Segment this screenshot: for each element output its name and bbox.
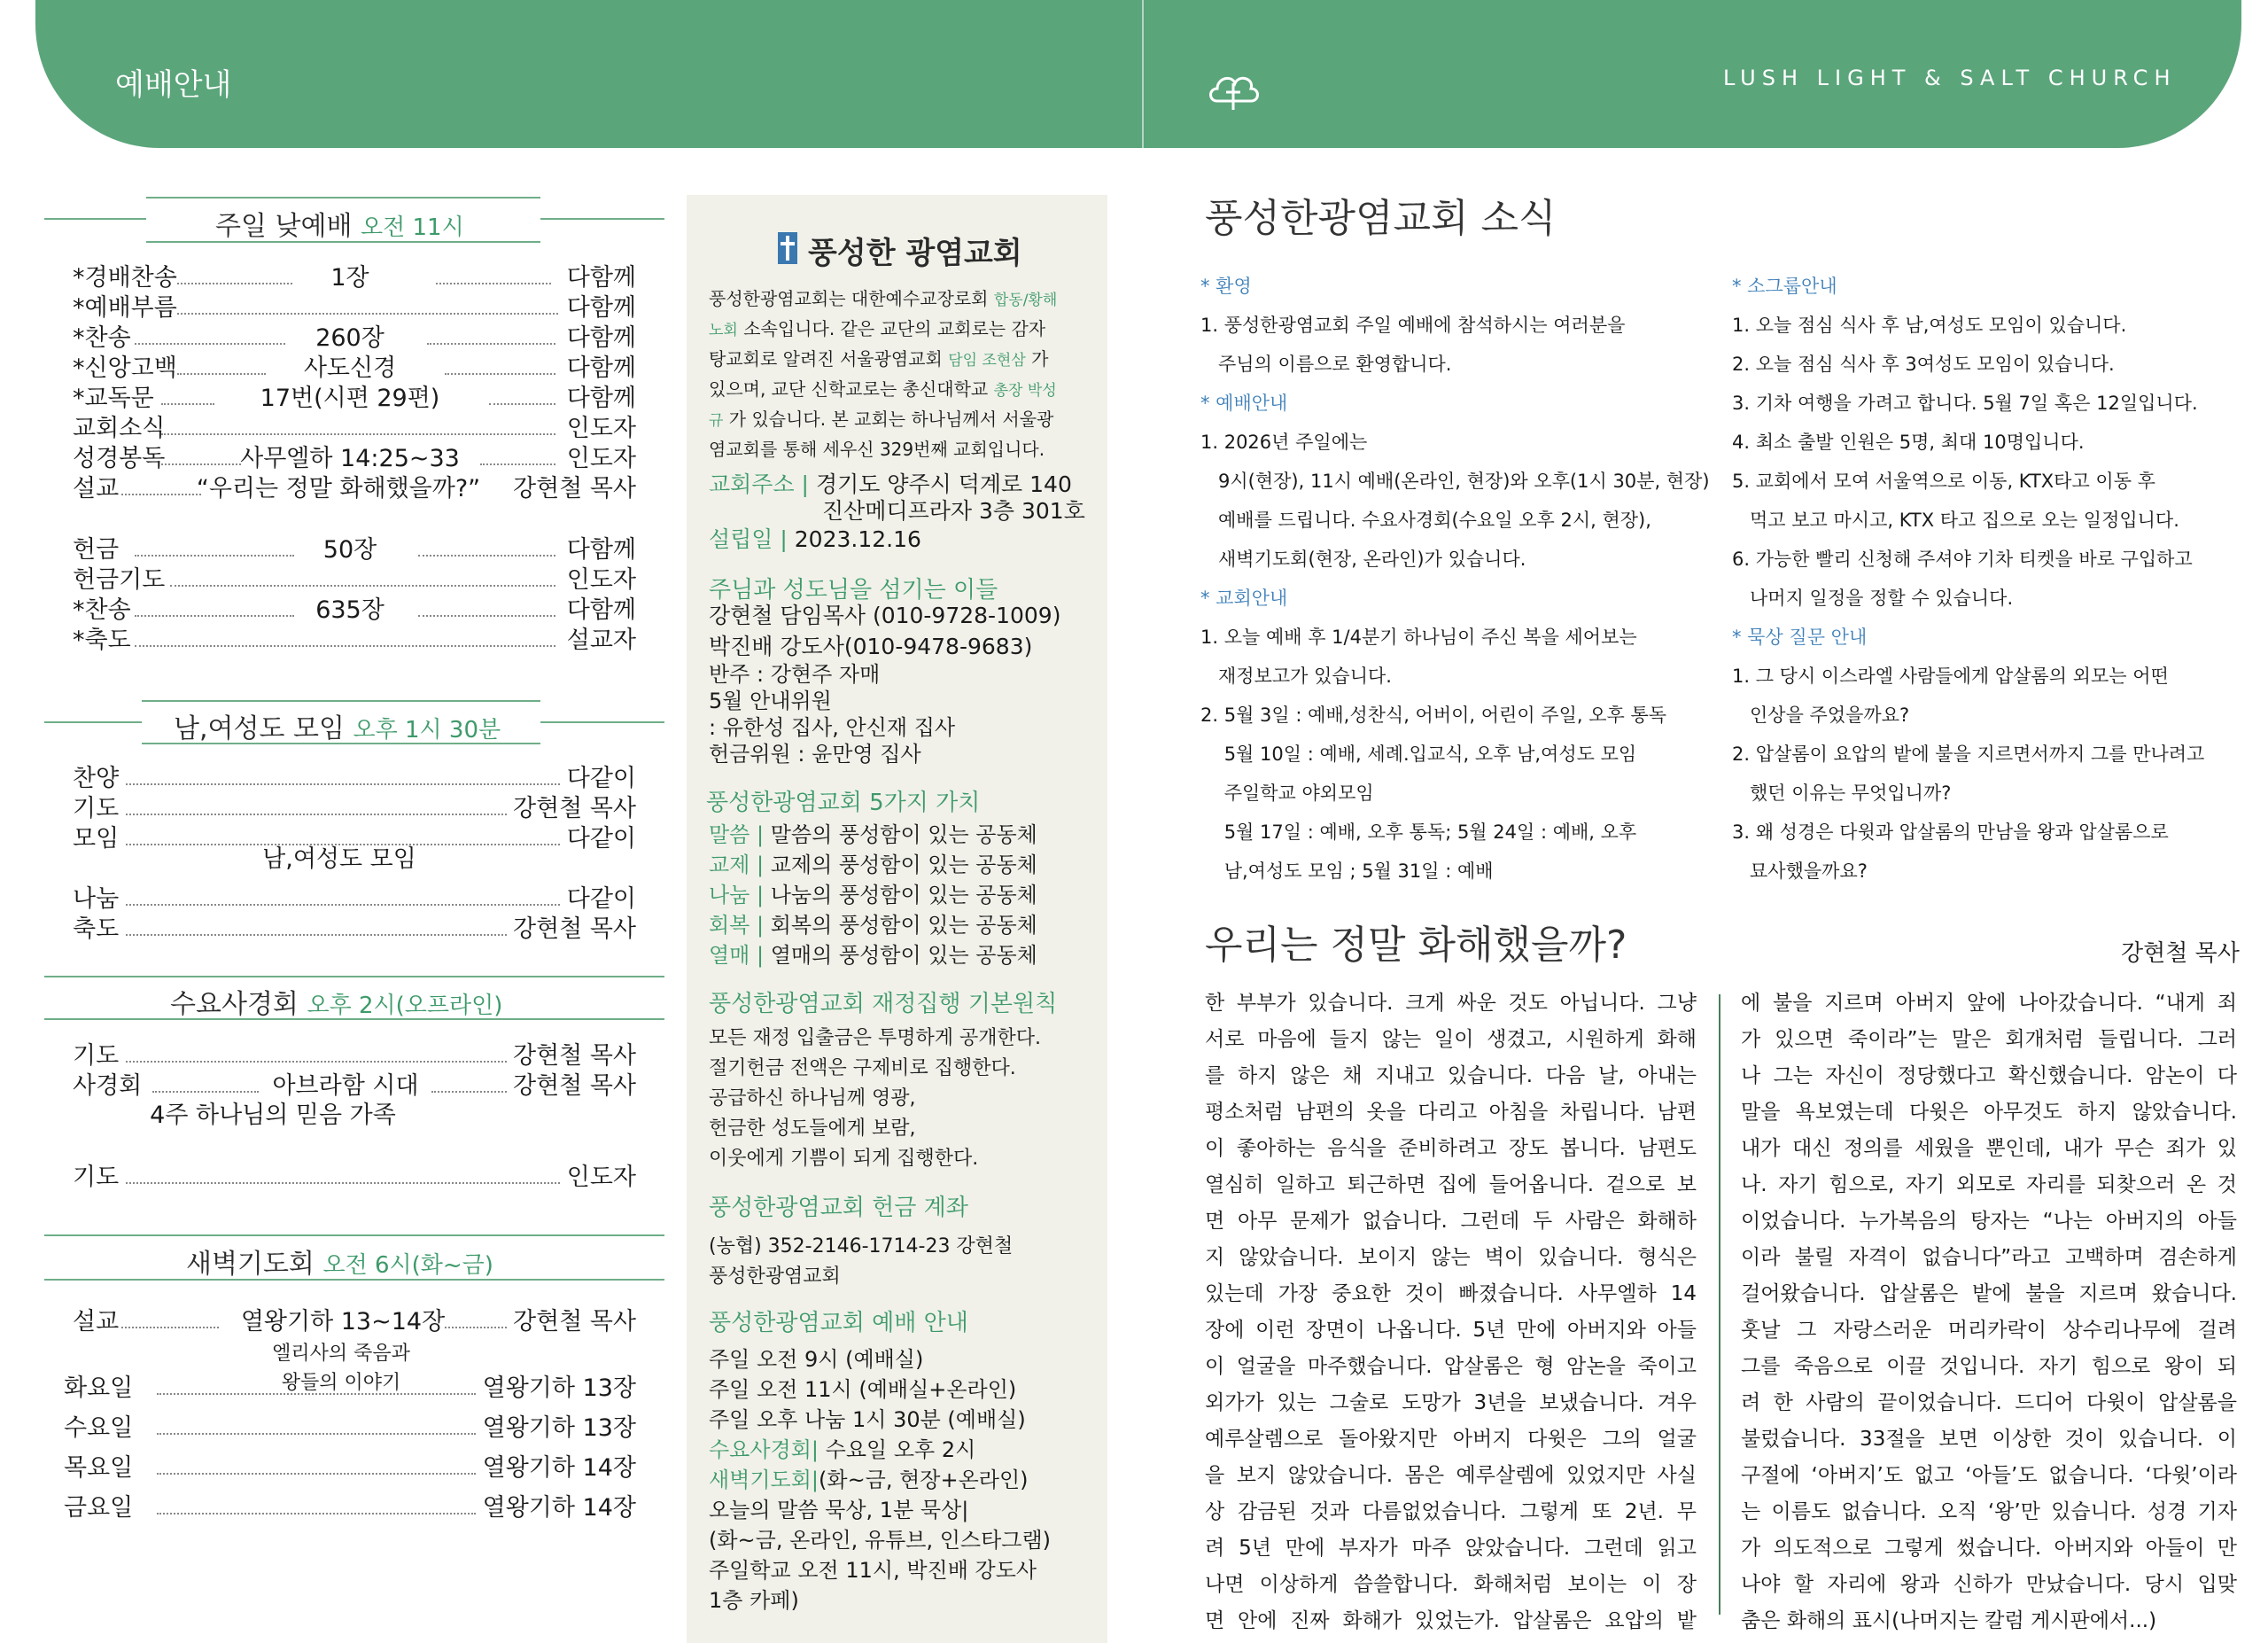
row-label: 기도: [73, 795, 120, 822]
dot-leader: [161, 433, 555, 435]
values-title: 풍성한광염교회 5가지 가치: [706, 790, 981, 816]
servants-title: 주님과 성도님을 섬기는 이들: [709, 577, 998, 603]
dot-leader: [126, 1182, 560, 1184]
news-line: 나머지 일정을 정할 수 있습니다.: [1732, 588, 2014, 609]
news-line: 1. 그 당시 이스라엘 사람들에게 압살롬의 외모는 어떤: [1732, 666, 2169, 687]
news-title: 풍성한광염교회 소식: [1205, 196, 1557, 241]
dot-leader: [157, 1513, 476, 1515]
order-row: [73, 354, 636, 384]
finance-line: 공급하신 하나님께 영광,: [709, 1087, 916, 1110]
divider: [44, 721, 142, 723]
dawn-sermon-text: 열왕기하 13~14장: [240, 1308, 446, 1335]
row-label: 교회소식: [73, 415, 166, 442]
order-row: [73, 414, 636, 444]
intro-line: [709, 344, 1048, 376]
news-line: 3. 왜 성경은 다윗과 압살롬의 만남을 왕과 압살롬으로: [1732, 822, 2169, 843]
row-label: 모임: [73, 825, 120, 853]
dot-leader: [480, 463, 555, 465]
dawn-title-text: 새벽기도회: [186, 1249, 315, 1280]
column-line: 이 좋아하는 음식을 준비하려고 장도 봅니다. 남편도: [1205, 1137, 1697, 1160]
wednesday-center2: 4주 하나님의 믿음 가족: [150, 1102, 396, 1129]
worship-value: (화~금, 현장+온라인): [819, 1468, 1029, 1492]
column-line: 나면 이상하게 씁쓸합니다. 화해처럼 보이는 이 장: [1205, 1573, 1697, 1596]
servant-line: 박진배 강도사(010-9478-9683): [709, 634, 1033, 659]
order-row: [73, 565, 636, 596]
divider: [44, 218, 146, 220]
column-line: 한 부부가 있습니다. 크게 싸운 것도 아닙니다. 그냥: [1205, 992, 1697, 1015]
worship-key: 새벽기도회|: [709, 1468, 819, 1492]
row-leader: 강현철 목사: [513, 1042, 636, 1070]
column-title: 우리는 정말 화해했을까?: [1205, 923, 1627, 968]
servant-line: 헌금위원 : 윤만영 집사: [709, 742, 921, 767]
order-row: [73, 884, 636, 915]
dawn-time: 오전 6시(화~금): [322, 1252, 493, 1279]
intro-line: [709, 404, 1053, 436]
news-line: 5. 교회에서 모여 서울역으로 이동, KTX타고 이동 후: [1732, 471, 2155, 492]
page-fold: [1142, 0, 1144, 148]
dot-leader: [126, 1061, 507, 1063]
value-line: [709, 880, 1037, 910]
column-line: 내가 대신 정의를 세웠을 뿐인데, 내가 무슨 죄가 있: [1741, 1137, 2237, 1160]
news-line: 3. 기차 여행을 가려고 합니다. 5월 7일 혹은 12일입니다.: [1732, 393, 2198, 414]
news-line: 5월 17일 : 예배, 오후 통독; 5월 24일 : 예배, 오후: [1200, 822, 1637, 843]
column-line: 걸어왔습니다. 압살롬은 밭에 불을 지르며 왔습니다.: [1741, 1282, 2237, 1305]
row-label: *교독문: [73, 385, 154, 412]
order-row: [73, 915, 636, 945]
news-line: 묘사했을까요?: [1732, 860, 1868, 882]
intro-small: 규: [709, 412, 724, 430]
news-line: 9시(현장), 11시 예배(온라인, 현장)와 오후(1시 30분, 현장): [1200, 471, 1710, 492]
news-line: 1. 풍성한광염교회 주일 예배에 참석하시는 여러분을: [1200, 315, 1626, 336]
dot-leader: [126, 814, 507, 815]
row-label: 기도: [73, 1042, 120, 1070]
value-key: 열매 |: [709, 943, 765, 968]
wednesday-title: [170, 982, 502, 1021]
column-line: 구절에 ‘아버지’도 없고 ‘아들’도 없습니다. ‘다윗’이라: [1741, 1464, 2237, 1487]
servant-line: 반주 : 강현주 자매: [709, 662, 881, 687]
intro-text: 가 있습니다. 본 교회는 하나님께서 서울광: [728, 409, 1054, 430]
column-line: 있는데 가장 중요한 것이 빠졌습니다. 사무엘하 14: [1205, 1282, 1697, 1305]
row-leader: 다함께: [566, 385, 636, 412]
row-label: 찬양: [73, 765, 120, 792]
dot-leader: [126, 904, 560, 906]
dot-leader: [427, 343, 555, 345]
row-label: 성경봉독: [73, 445, 166, 472]
worship-line: [709, 1465, 1029, 1495]
dot-leader: [445, 373, 555, 375]
intro-line: [709, 284, 1057, 315]
column-line: 나 그는 자신이 정당했다고 확신했습니다. 암논이 다: [1741, 1064, 2237, 1087]
value-text: 회복의 풍성함이 있는 공동체: [770, 913, 1037, 938]
row-leader: 다함께: [566, 354, 636, 382]
dot-leader: [177, 283, 292, 284]
column-line: 지 않았습니다. 보이지 않는 벽이 있습니다. 형식은: [1205, 1246, 1697, 1269]
value-line: [709, 940, 1037, 970]
dot-leader: [170, 585, 555, 587]
order-row: [64, 1374, 636, 1404]
news-left-column: [1200, 267, 1710, 891]
intro-text: 소속입니다. 같은 교단의 교회로는 감자: [743, 318, 1046, 339]
value-key: 회복 |: [709, 913, 765, 938]
column-line: 그를 죽음으로 이끌 것입니다. 자기 힘으로 왕이 되: [1741, 1355, 2237, 1378]
row-leader: 다함께: [566, 536, 636, 564]
row-leader: 인도자: [566, 566, 636, 594]
row-leader: 강현철 목사: [513, 475, 636, 502]
column-line: 를 하지 않은 채 지내고 있습니다. 다음 날, 아내는: [1205, 1064, 1697, 1087]
row-label: *찬송: [73, 596, 131, 624]
dot-leader: [489, 403, 555, 405]
dot-leader: [436, 283, 551, 284]
dot-leader: [135, 615, 294, 617]
finance-line: 헌금한 성도들에게 보람,: [709, 1117, 916, 1140]
row-label: 설교: [73, 475, 120, 502]
news-line: 1. 오늘 예배 후 1/4분기 하나님이 주신 복을 세어보는: [1200, 627, 1637, 648]
row-label: 설교: [73, 1308, 120, 1335]
row-label: 나눔: [73, 885, 120, 913]
news-line: 1. 2026년 주일에는: [1200, 432, 1368, 453]
column-line: 훗날 그 자랑스러운 머리카락이 상수리나무에 걸려: [1741, 1319, 2237, 1342]
column-line: 을 보지 않았습니다. 몸은 예루살렘에 있었지만 사실: [1205, 1464, 1697, 1487]
row-value: 50장: [322, 536, 377, 564]
worship-line: 오늘의 말씀 묵상, 1분 묵상|: [709, 1498, 969, 1522]
dot-leader: [418, 555, 555, 557]
column-line: 예루살렘으로 돌아왔지만 아버지 다윗은 그의 얼굴: [1205, 1428, 1697, 1451]
address-line2: 진산메디프라자 3층 301호: [822, 498, 1085, 524]
dot-leader: [177, 313, 558, 315]
worship-key: 수요사경회|: [709, 1437, 819, 1462]
row-leader: 다같이: [566, 885, 636, 913]
worship-line: 주일 오전 11시 (예배실+온라인): [709, 1377, 1017, 1402]
news-line: 남,여성도 모임 ; 5월 31일 : 예배: [1200, 860, 1494, 882]
row-label: 헌금기도: [73, 566, 166, 594]
row-label: *신앙고백: [73, 354, 177, 382]
group-meeting-title: [174, 706, 501, 745]
finance-line: 모든 재정 입출금은 투명하게 공개한다.: [709, 1027, 1041, 1049]
worship-line: 1층 카페): [709, 1588, 799, 1613]
order-row: [73, 323, 636, 354]
order-row: [73, 626, 636, 656]
column-left-text: [1205, 985, 1697, 1639]
news-line: 인상을 주었을까요?: [1732, 705, 1910, 726]
column-line: 평소처럼 남편의 옷을 다리고 아침을 차립니다. 남편: [1205, 1101, 1697, 1124]
row-value: 1장: [330, 264, 369, 292]
news-category: * 교회안내: [1200, 588, 1288, 609]
column-line: 는 이름도 없습니다. 오직 ‘왕’만 있습니다. 성경 기자: [1741, 1500, 2237, 1523]
row-leader: 다같이: [566, 825, 636, 853]
row-label: 기도: [73, 1164, 120, 1191]
row-leader: 다함께: [566, 596, 636, 624]
finance-line: 절기헌금 전액은 구제비로 집행한다.: [709, 1057, 1016, 1079]
order-row: [73, 293, 636, 323]
order-row: [73, 596, 636, 626]
address-label: 교회주소 |: [709, 471, 809, 497]
worship-line: 주일 오전 9시 (예배실): [709, 1347, 924, 1372]
value-text: 교제의 풍성함이 있는 공동체: [770, 853, 1037, 877]
intro-small: 총장 박성: [993, 382, 1057, 400]
news-line: 2. 오늘 점심 식사 후 3여성도 모임이 있습니다.: [1732, 354, 2115, 375]
worship-value: 수요일 오후 2시: [825, 1437, 976, 1462]
news-right-column: [1732, 267, 2228, 891]
sunday-time: 오전 11시: [360, 214, 464, 241]
row-value: 사무엘하 14:25~33: [240, 445, 460, 472]
dot-leader: [135, 343, 285, 345]
row-label: *축도: [73, 627, 131, 654]
intro-text: 탕교회로 알려진 서울광염교회: [709, 348, 943, 370]
row-leader: 다함께: [566, 294, 636, 322]
intro-line: [709, 374, 1057, 406]
row-leader: 강현철 목사: [513, 795, 636, 822]
news-line: 예배를 드립니다. 수요사경회(수요일 오후 2시, 현장),: [1200, 510, 1651, 531]
dot-leader: [157, 1393, 476, 1395]
row-leader: 다함께: [566, 324, 636, 352]
column-divider: [1719, 994, 1720, 1615]
row-label: 목요일: [64, 1454, 134, 1482]
dot-leader: [445, 1327, 507, 1328]
worship-line: 주일 오후 나눔 1시 30분 (예배실): [709, 1407, 1026, 1432]
worship-line: [709, 1435, 975, 1465]
row-label: 수요일: [64, 1414, 134, 1442]
column-line: 면 아무 문제가 없습니다. 그런데 두 사람은 화해하: [1205, 1210, 1697, 1233]
column-line: 에 불을 지르며 아버지 앞에 나아갔습니다. “내게 죄: [1741, 992, 2237, 1015]
intro-small: 담임 조현삼: [948, 352, 1026, 370]
dot-leader: [161, 463, 241, 465]
intro-small: 노회: [709, 322, 738, 339]
group-title-text: 남,여성도 모임: [174, 713, 345, 744]
order-row: [64, 1493, 636, 1523]
row-leader: 인도자: [566, 415, 636, 442]
church-logo-icon: [778, 232, 797, 264]
row-label: 헌금: [73, 536, 120, 564]
divider: [142, 700, 540, 702]
row-value: 635장: [315, 596, 384, 624]
row-label: *찬송: [73, 324, 131, 352]
dot-leader: [126, 783, 560, 785]
intro-text: 있으며, 교단 신학교로는 총신대학교: [709, 378, 989, 400]
dot-leader: [121, 1327, 219, 1328]
column-line: 서로 마음에 들지 않는 일이 생겼고, 시원하게 화해: [1205, 1028, 1697, 1051]
news-line: 4. 최소 출발 인원은 5명, 최대 10명입니다.: [1732, 432, 2085, 453]
row-value: “우리는 정말 화해했을까?”: [196, 475, 481, 502]
news-line: 2. 압살롬이 요압의 밭에 불을 지르면서까지 그를 만나려고: [1732, 744, 2205, 765]
news-category: * 소그룹안내: [1732, 276, 1837, 297]
servant-line: : 유한성 집사, 안신재 집사: [709, 715, 956, 740]
order-row: [73, 384, 636, 414]
finance-line: 이웃에게 기쁨이 되게 집행한다.: [709, 1148, 979, 1170]
row-leader: 강현철 목사: [513, 1308, 636, 1335]
row-leader: 설교자: [566, 627, 636, 654]
column-line: 려 5년 만에 부자가 마주 앉았습니다. 그런데 읽고: [1205, 1537, 1697, 1560]
row-leader: 열왕기하 14장: [482, 1494, 636, 1522]
dot-leader: [177, 373, 266, 375]
servant-line: 5월 안내위원: [709, 689, 832, 713]
church-name: 풍성한 광염교회: [808, 236, 1022, 271]
wednesday-time: 오후 2시(오프라인): [307, 993, 503, 1019]
order-row: [73, 794, 636, 824]
divider: [146, 197, 540, 199]
row-leader: 열왕기하 13장: [482, 1414, 636, 1442]
value-text: 나눔의 풍성함이 있는 공동체: [770, 883, 1037, 907]
column-line: 이라 불릴 자격이 없습니다”라고 고백하며 겸손하게: [1741, 1246, 2237, 1269]
order-row: [73, 535, 636, 565]
row-label: 사경회: [73, 1072, 143, 1100]
news-line: 5월 10일 : 예배, 세례.입교식, 오후 남,여성도 모임: [1200, 744, 1637, 765]
column-line: 상 감금된 것과 다름없었습니다. 그렇게 또 2년. 무: [1205, 1500, 1697, 1523]
dot-leader: [431, 1091, 507, 1093]
column-line: 이었습니다. 누가복음의 탕자는 “나는 아버지의 아들: [1741, 1210, 2237, 1233]
order-row: [73, 764, 636, 794]
group-center-text: 남,여성도 모임: [262, 845, 416, 873]
wednesday-title-text: 수요사경회: [170, 989, 299, 1020]
intro-line: [709, 314, 1045, 346]
news-line: 했던 이유는 무엇입니까?: [1732, 783, 1952, 804]
news-category: * 묵상 질문 안내: [1732, 627, 1868, 648]
founded-date: 2023.12.16: [794, 526, 921, 552]
column-author: 강현철 목사: [2121, 940, 2240, 967]
divider: [44, 976, 664, 977]
header-left-title: 예배안내: [115, 67, 232, 103]
row-leader: 인도자: [566, 1164, 636, 1191]
row-label: *경배찬송: [73, 264, 177, 292]
value-key: 나눔 |: [709, 883, 765, 907]
row-leader: 열왕기하 13장: [482, 1374, 636, 1402]
sunday-title-text: 주일 낮예배: [215, 211, 353, 242]
divider: [540, 721, 664, 723]
dawn-title: [186, 1242, 493, 1281]
dawn-sermon-sub2: 왕들의 이야기: [281, 1372, 401, 1394]
column-line: 불렀습니다. 33절을 보면 이상한 것이 있습니다. 이: [1741, 1428, 2237, 1451]
group-time: 오후 1시 30분: [353, 717, 501, 744]
dot-leader: [157, 1473, 476, 1475]
dot-leader: [135, 555, 294, 557]
value-key: 교제 |: [709, 853, 765, 877]
finance-title: 풍성한광염교회 재정집행 기본원칙: [709, 991, 1058, 1017]
divider: [44, 1234, 664, 1236]
column-line: 열심히 일하고 퇴근하면 집에 들어옵니다. 겉으로 보: [1205, 1173, 1697, 1196]
news-line: 새벽기도회(현장, 온라인)가 있습니다.: [1200, 549, 1526, 570]
intro-text: 풍성한광염교회는 대한예수교장로회: [709, 288, 989, 309]
worship-line: 주일학교 오전 11시, 박진배 강도사: [709, 1558, 1037, 1583]
account-title: 풍성한광염교회 헌금 계좌: [709, 1195, 968, 1221]
dot-leader: [135, 645, 555, 647]
row-leader: 강현철 목사: [513, 915, 636, 943]
news-line: 주일학교 야외모임: [1200, 783, 1374, 804]
sunday-service-title: [215, 204, 464, 243]
wednesday-center1: 아브라함 시대: [272, 1072, 419, 1100]
news-line: 2. 5월 3일 : 예배,성찬식, 어버이, 어린이 주일, 오후 통독: [1200, 705, 1667, 726]
intro-small: 합동/황해: [993, 292, 1058, 309]
column-line: 춤은 화해의 표시(나머지는 칼럼 게시판에서...): [1741, 1609, 2157, 1632]
order-row: [64, 1453, 636, 1483]
news-line: 재정보고가 있습니다.: [1200, 666, 1392, 687]
row-leader: 다같이: [566, 765, 636, 792]
value-line: [709, 850, 1037, 880]
row-label: 화요일: [64, 1374, 134, 1402]
row-leader: 열왕기하 14장: [482, 1454, 636, 1482]
account-line: (농협) 352-2146-1714-23 강현철: [709, 1235, 1014, 1258]
row-label: *예배부름: [73, 294, 177, 322]
founded-label: 설립일 |: [709, 526, 788, 552]
church-cloud-cross-icon: [1205, 62, 1262, 115]
value-text: 말씀의 풍성함이 있는 공동체: [770, 822, 1037, 847]
order-row: [73, 444, 636, 474]
row-label: 축도: [73, 915, 120, 943]
column-line: 이 얼굴을 마주했습니다. 압살롬은 형 암논을 죽이고: [1205, 1355, 1697, 1378]
column-line: 나. 자기 힘으로, 자기 외모로 자리를 되찾으러 온 것: [1741, 1173, 2237, 1196]
value-text: 열매의 풍성함이 있는 공동체: [770, 943, 1037, 968]
dot-leader: [152, 1091, 259, 1093]
order-row: [64, 1413, 636, 1444]
row-label: 금요일: [64, 1494, 134, 1522]
column-line: 려 한 사람의 끝이었습니다. 드디어 다윗이 압살롬을: [1741, 1391, 2237, 1414]
column-line: 가 있으면 죽이라”는 말은 회개처럼 들립니다. 그러: [1741, 1028, 2237, 1051]
divider: [540, 218, 664, 220]
header-right-title: LUSH LIGHT & SALT CHURCH: [1723, 66, 2177, 90]
row-value: 사도신경: [303, 354, 397, 382]
dot-leader: [161, 403, 214, 405]
news-line: 1. 오늘 점심 식사 후 남,여성도 모임이 있습니다.: [1732, 315, 2127, 336]
dot-leader: [418, 615, 555, 617]
value-line: [709, 910, 1037, 940]
column-line: 장에 이런 장면이 나옵니다. 5년 만에 아버지와 아들: [1205, 1319, 1697, 1342]
value-line: [709, 820, 1037, 850]
value-key: 말씀 |: [709, 822, 765, 847]
order-row: [73, 1041, 636, 1071]
order-row: [73, 1163, 636, 1193]
dot-leader: [157, 1433, 476, 1435]
dot-leader: [121, 494, 201, 495]
column-line: 가 의도적으로 그렇게 썼습니다. 아버지와 아들이 만: [1741, 1537, 2237, 1560]
row-value: 17번(시편 29편): [260, 385, 440, 412]
row-leader: 인도자: [566, 445, 636, 472]
news-category: * 예배안내: [1200, 393, 1288, 414]
order-row: [73, 1307, 636, 1337]
founded-line: [709, 525, 921, 555]
intro-text: 가: [1031, 348, 1049, 370]
column-line: 면 안에 진짜 화해가 있었는가. 압살롬은 요압의 밭: [1205, 1609, 1697, 1632]
intro-line: 염교회를 통해 세우신 329번째 교회입니다.: [709, 439, 1045, 460]
account-line: 풍성한광염교회: [709, 1265, 841, 1288]
dawn-sermon-sub1: 엘리사의 죽음과: [272, 1343, 410, 1365]
column-line: 말을 욕보였는데 다윗은 아무것도 하지 않았습니다.: [1741, 1101, 2237, 1124]
column-line: 나야 할 자리에 왕과 신하가 만났습니다. 당시 입맞: [1741, 1573, 2237, 1596]
news-category: * 환영: [1200, 276, 1252, 297]
dot-leader: [126, 934, 507, 936]
news-line: 먹고 보고 마시고, KTX 타고 집으로 오는 일정입니다.: [1732, 510, 2179, 531]
order-row: [73, 263, 636, 293]
row-leader: 강현철 목사: [513, 1072, 636, 1100]
row-value: 260장: [315, 324, 384, 352]
address-line: [709, 470, 1072, 500]
address-text: 경기도 양주시 덕계로 140: [815, 471, 1072, 497]
order-row: [73, 474, 636, 504]
row-leader: 다함께: [566, 264, 636, 292]
news-line: 주님의 이름으로 환영합니다.: [1200, 354, 1452, 375]
column-line: 외가가 있는 그술로 도망가 3년을 보냈습니다. 겨우: [1205, 1391, 1697, 1414]
worship-line: (화~금, 온라인, 유튜브, 인스타그램): [709, 1528, 1052, 1553]
column-right-text: [1741, 985, 2237, 1639]
servant-line: 강현철 담임목사 (010-9728-1009): [709, 603, 1061, 628]
worship-title: 풍성한광염교회 예배 안내: [709, 1310, 968, 1336]
news-line: 6. 가능한 빨리 신청해 주셔야 기차 티켓을 바로 구입하고: [1732, 549, 2193, 570]
